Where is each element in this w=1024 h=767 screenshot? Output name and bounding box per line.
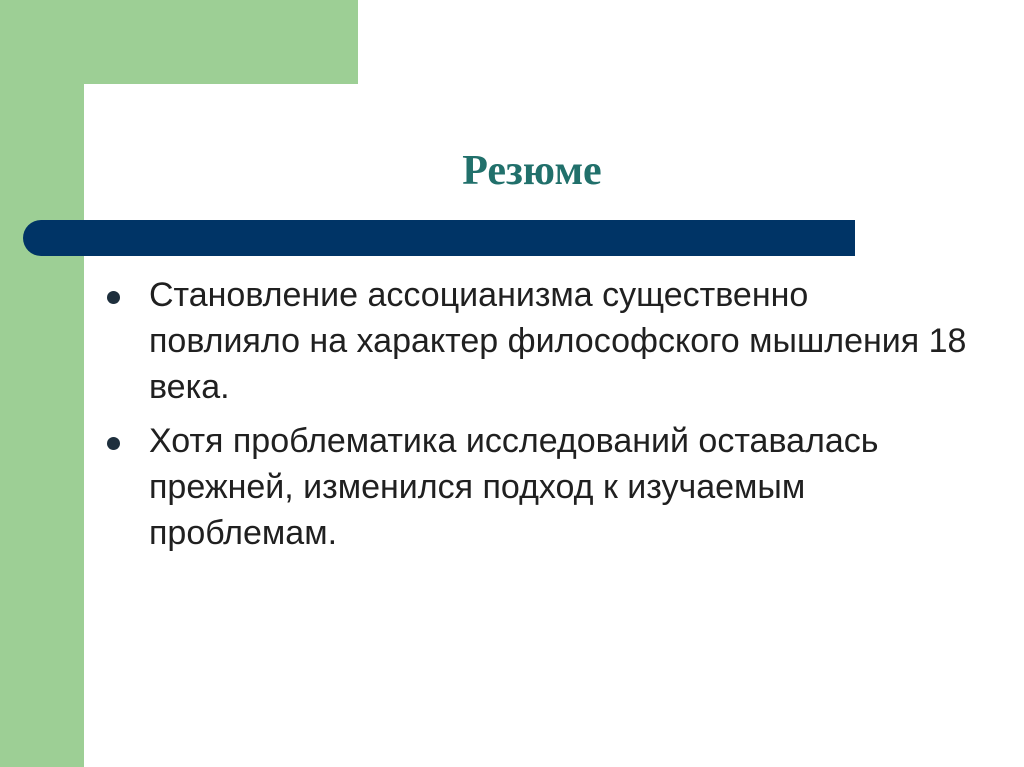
left-green-strip (0, 0, 84, 767)
bullet-dot-icon (107, 437, 120, 450)
bullet-text: Хотя проблематика исследований оставалась прежней, изменился подход к изучаемым проблемам. (149, 422, 879, 552)
bullet-item (107, 418, 967, 556)
bullet-list (107, 272, 967, 564)
bullet-text: Становление ассоцианизма существенно повлияло на характер философского мышления 18 века. (149, 276, 967, 406)
bullet-dot-icon (107, 291, 120, 304)
slide-title: Резюме (462, 148, 602, 194)
bullet-item (107, 272, 967, 410)
title-underline-bar (23, 220, 855, 256)
top-green-block (0, 0, 358, 84)
